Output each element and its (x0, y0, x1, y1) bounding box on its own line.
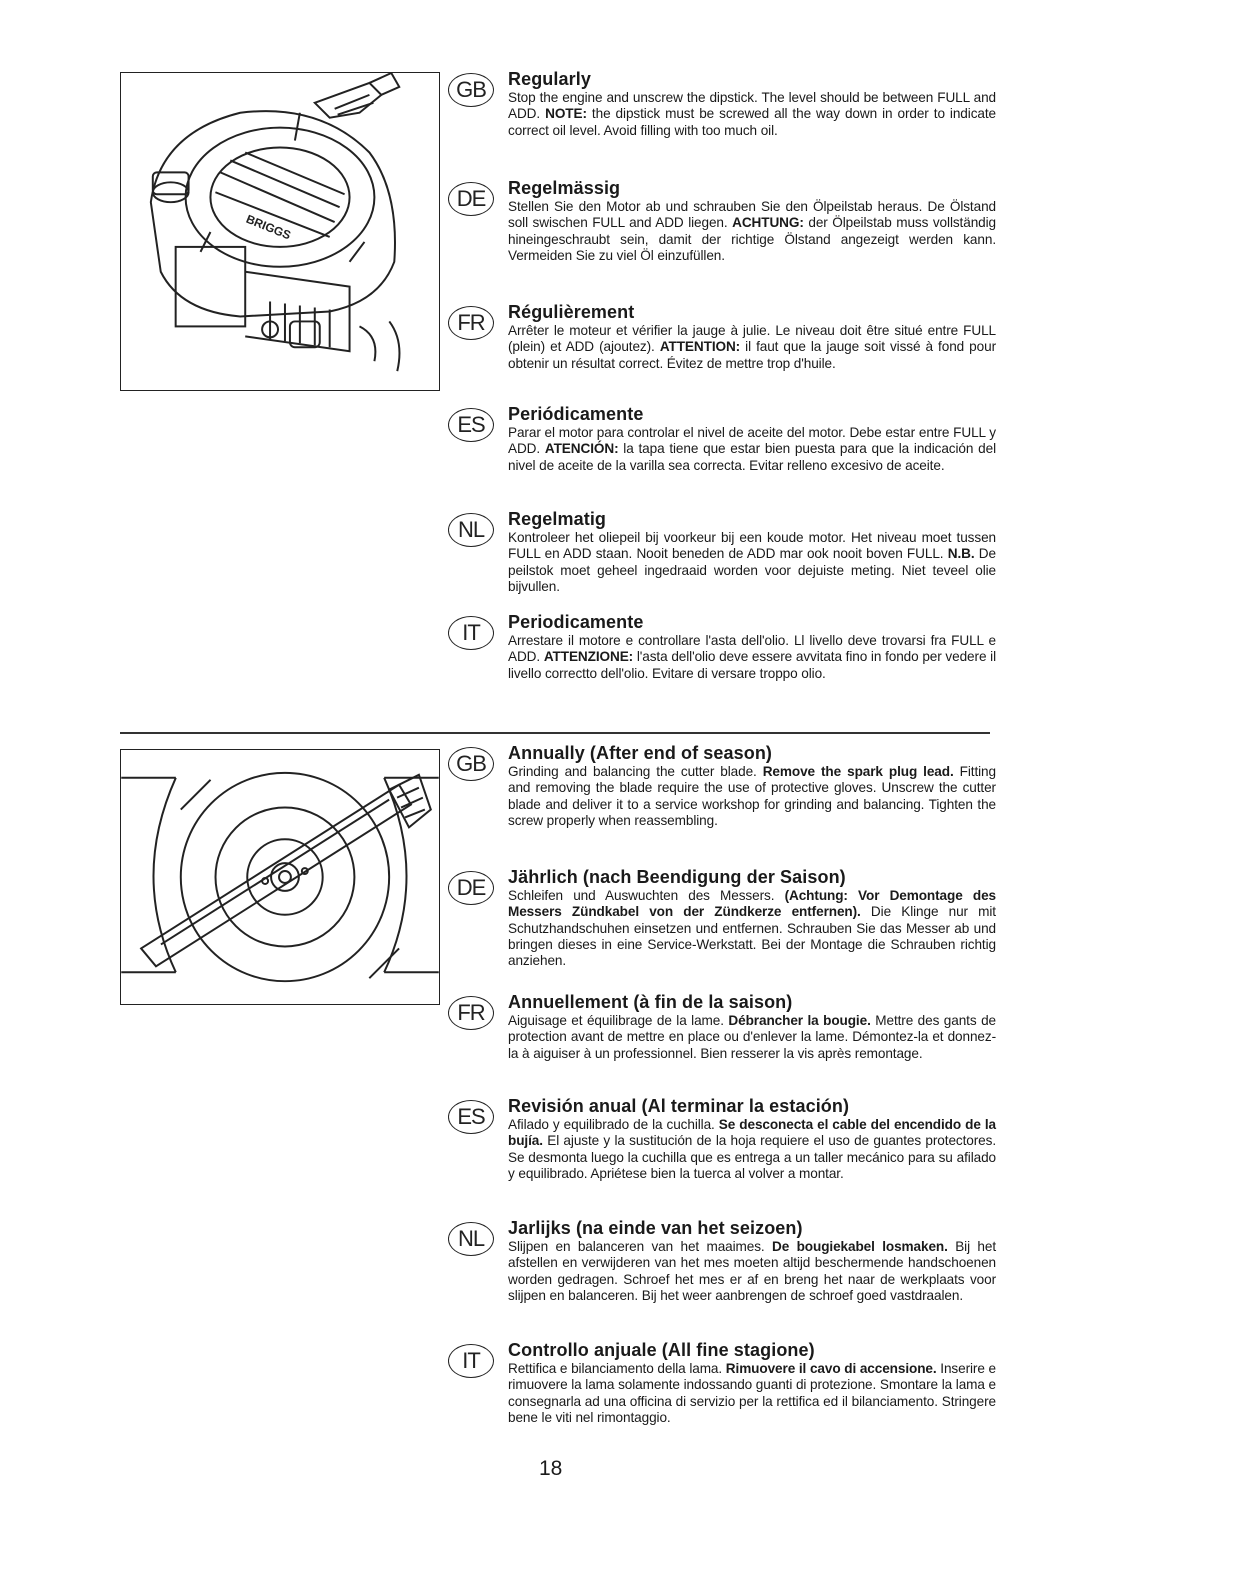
section-body: Schleifen und Auswuchten des Messers. (Achtung: Vor Demontage des Messers Zündkabel von der Zündkerze entfernen). Die Klinge nur mit Schutzhandschuhen einsetzen und entfernen. Schrauben Sie das Messer ab und bringen dieses in eine Service-Werkstatt. Bei der Montage die Schrauben richtig anziehen. (508, 888, 996, 969)
lang-badge: ES (448, 408, 494, 442)
section-body: Arrêter le moteur et vérifier la jauge à julie. Le niveau doit être situé entre FULL (plein) et ADD (ajoutez). ATTENTION: il faut que la jauge soit vissé à fond pour obtenir un résultat correct. Évitez de mettre trop d'huile. (508, 323, 996, 371)
section-body: Stellen Sie den Motor ab und schrauben Sie den Ölpeilstab heraus. De Ölstand soll swischen FULL and ADD liegen. ACHTUNG: der Ölpeilstab muss vollständig hineingeschraubt sein, damit der richtige Ölstand angezeigt werden kann. Vermeiden Sie zu viel Öl einzufüllen. (508, 199, 996, 263)
section-heading: Regelmatig (508, 509, 607, 529)
section-heading: Jarlijks (na einde van het seizoen) (508, 1218, 803, 1238)
lang-block-de-2 (448, 867, 996, 969)
engine-drawing (121, 73, 439, 390)
section-body: Aiguisage et équilibrage de la lame. Débrancher la bougie. Mettre des gants de protection avant de mettre en place ou d'enlever la lame. Démontez-la et donnez-la à aiguiser à un professionnel. Bien resserer la vis après remontage. (508, 1013, 996, 1061)
lang-badge: IT (448, 616, 494, 650)
section-heading: Annually (After end of season) (508, 743, 773, 763)
lang-badge: IT (448, 1344, 494, 1378)
lang-badge: FR (448, 996, 494, 1030)
page-number: 18 (539, 1457, 563, 1480)
cutter-blade-illustration (120, 749, 440, 1005)
lang-badge: ES (448, 1100, 494, 1134)
lang-block-fr-2 (448, 992, 996, 1062)
engine-dipstick-illustration (120, 72, 440, 391)
lang-block-gb-1 (448, 69, 996, 139)
lang-badge: NL (448, 513, 494, 547)
lang-badge: DE (448, 871, 494, 905)
section-heading: Jährlich (nach Beendigung der Saison) (508, 867, 846, 887)
lang-block-gb-2 (448, 743, 996, 829)
section-body: Stop the engine and unscrew the dipstick. The level should be between FULL and ADD. NOTE: the dipstick must be screwed all the way down in order to indicate correct oil level. Avoid filling with too much oil. (508, 90, 996, 138)
engine-logo: BRIGGS (244, 211, 293, 243)
section-heading: Annuellement (à fin de la saison) (508, 992, 793, 1012)
section-body: Afilado y equilibrado de la cuchilla. Se desconecta el cable del encendido de la bujía. El ajuste y la sustitución de la hoja requiere el uso de guantes protectores. Se desmonta luego la cuchilla que es entrega a un taller mecánico para su afilado y equilibrado. Apriétese bien la tuerca al volver a montar. (508, 1117, 996, 1181)
section-divider (120, 732, 990, 734)
section-heading: Régulièrement (508, 302, 635, 322)
section-body: Grinding and balancing the cutter blade. Remove the spark plug lead. Fitting and removing the blade require the use of protective gloves. Unscrew the cutter blade and deliver it to a service workshop for grinding and balancing. Tighten the screw properly when reassembling. (508, 764, 996, 828)
lang-block-es-1 (448, 404, 996, 474)
lang-badge: DE (448, 182, 494, 216)
section-heading: Periodicamente (508, 612, 644, 632)
section-heading: Controllo anjuale (All fine stagione) (508, 1340, 815, 1360)
section-heading: Periódicamente (508, 404, 644, 424)
lang-block-de-1 (448, 178, 996, 264)
section-heading: Regelmässig (508, 178, 621, 198)
section-heading: Regularly (508, 69, 591, 89)
lang-block-nl-2 (448, 1218, 996, 1304)
lang-badge: NL (448, 1222, 494, 1256)
section-body: Rettifica e bilanciamento della lama. Rimuovere il cavo di accensione. Inserire e rimuovere la lama solamente indossando guanti di protezione. Smontare la lama e consegnarla ad una officina di servizio per la rettifica ed il bilanciamento. Stringere bene le viti nel rimontaggio. (508, 1361, 996, 1425)
lang-block-fr-1 (448, 302, 996, 372)
lang-block-it-1 (448, 612, 996, 682)
blade-drawing (121, 750, 439, 1004)
section-body: Parar el motor para controlar el nivel de aceite del motor. Debe estar entre FULL y ADD. ATENCIÓN: la tapa tiene que estar bien puesta para que la indicación del nivel de aceite de la varilla sea correcta. Evitar relleno excesivo de aceite. (508, 425, 996, 473)
lang-badge: GB (448, 73, 494, 107)
lang-badge: FR (448, 306, 494, 340)
section-body: Arrestare il motore e controllare l'asta dell'olio. Ll livello deve trovarsi fra FULL e ADD. ATTENZIONE: l'asta dell'olio deve essere avvitata fino in fondo per vedere il livello correctto dell'olio. Evitare di versare troppo olio. (508, 633, 996, 681)
section-body: Slijpen en balanceren van het maaimes. De bougiekabel losmaken. Bij het afstellen en verwijderen van het mes moeten altijd beschermende handschoenen worden gedragen. Schroef het mes er af en breng het naar de werkplaats voor slijpen en balanceren. Bij het weer aanbrengen de schroef goed vastdraalen. (508, 1239, 996, 1303)
lang-badge: GB (448, 747, 494, 781)
lang-block-nl-1 (448, 509, 996, 595)
lang-block-it-2 (448, 1340, 996, 1426)
section-body: Kontroleer het oliepeil bij voorkeur bij een koude motor. Het niveau moet tussen FULL en ADD staan. Nooit beneden de ADD mar ook nooit boven FULL. N.B. De peilstok moet geheel ingedraaid worden voor dejuiste meting. Niet teveel olie bijvullen. (508, 530, 996, 594)
lang-block-es-2 (448, 1096, 996, 1182)
section-heading: Revisión anual (Al terminar la estación) (508, 1096, 850, 1116)
